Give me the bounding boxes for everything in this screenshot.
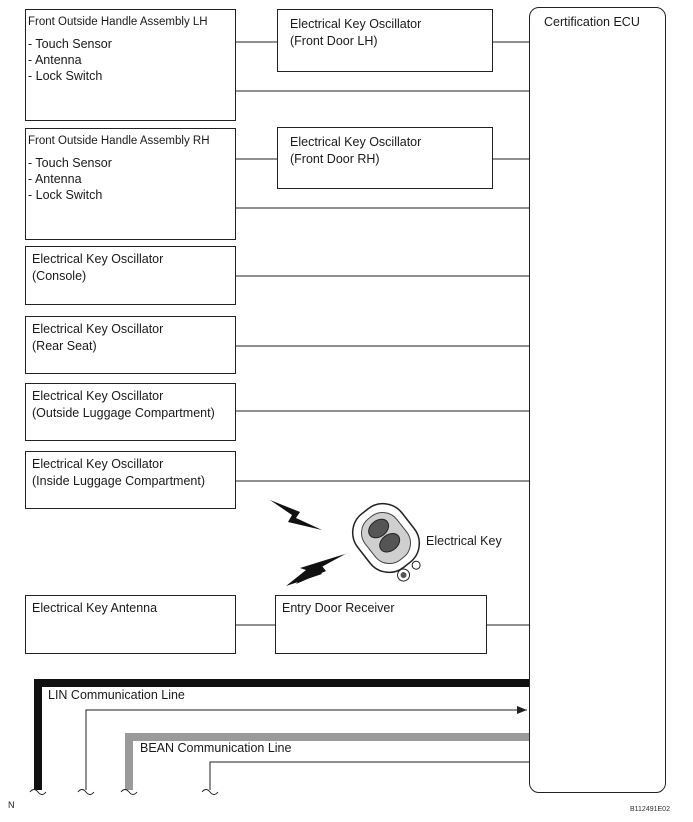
entry-door-receiver-label: Entry Door Receiver bbox=[282, 601, 395, 615]
handle-lh-item: - Lock Switch bbox=[28, 68, 112, 84]
bean-line-label: BEAN Communication Line bbox=[140, 741, 292, 755]
oscillator-outlug-line2: (Outside Luggage Compartment) bbox=[32, 406, 215, 420]
handle-assembly-rh-box bbox=[25, 128, 236, 240]
oscillator-inside-luggage-box bbox=[25, 451, 236, 509]
break-mark bbox=[30, 790, 46, 795]
electrical-key-label: Electrical Key bbox=[426, 534, 502, 548]
handle-assembly-lh-box bbox=[25, 9, 236, 121]
oscillator-rear-line1: Electrical Key Oscillator bbox=[32, 322, 164, 336]
corner-mark-left: N bbox=[8, 800, 15, 810]
handle-rh-item: - Touch Sensor bbox=[28, 155, 112, 171]
handle-lh-item: - Touch Sensor bbox=[28, 36, 112, 52]
entry-door-receiver-box bbox=[275, 595, 487, 654]
handle-rh-item: - Lock Switch bbox=[28, 187, 112, 203]
signal-bolt-icon bbox=[270, 500, 322, 530]
signal-bolt-icon bbox=[286, 554, 345, 586]
break-mark bbox=[121, 790, 137, 795]
oscillator-front-rh-line1: Electrical Key Oscillator bbox=[290, 135, 422, 149]
handle-assembly-lh-items bbox=[28, 36, 112, 84]
certification-ecu-label: Certification ECU bbox=[544, 15, 640, 29]
handle-rh-item: - Antenna bbox=[28, 171, 112, 187]
oscillator-rear-seat-box bbox=[25, 316, 236, 374]
oscillator-console-line1: Electrical Key Oscillator bbox=[32, 252, 164, 266]
oscillator-console-box bbox=[25, 246, 236, 305]
handle-assembly-rh-items bbox=[28, 155, 112, 203]
wire-bean-signal bbox=[210, 762, 529, 790]
electrical-key-icon bbox=[343, 494, 436, 592]
oscillator-inlug-line1: Electrical Key Oscillator bbox=[32, 457, 164, 471]
oscillator-inlug-line2: (Inside Luggage Compartment) bbox=[32, 474, 206, 488]
oscillator-front-lh-box bbox=[277, 9, 493, 72]
key-antenna-box bbox=[25, 595, 236, 654]
handle-lh-item: - Antenna bbox=[28, 52, 112, 68]
break-mark bbox=[78, 790, 94, 795]
oscillator-outside-luggage-box bbox=[25, 383, 236, 441]
oscillator-rear-line2: (Rear Seat) bbox=[32, 339, 97, 353]
handle-assembly-rh-title: Front Outside Handle Assembly RH bbox=[28, 135, 210, 147]
key-antenna-label: Electrical Key Antenna bbox=[32, 601, 158, 615]
lin-line-label: LIN Communication Line bbox=[48, 688, 185, 702]
oscillator-outlug-line1: Electrical Key Oscillator bbox=[32, 389, 164, 403]
handle-assembly-lh-title: Front Outside Handle Assembly LH bbox=[28, 16, 208, 28]
oscillator-console-line2: (Console) bbox=[32, 269, 87, 283]
oscillator-front-rh-box bbox=[277, 127, 493, 189]
oscillator-front-rh-line2: (Front Door RH) bbox=[290, 152, 380, 166]
certification-ecu-box bbox=[529, 7, 666, 793]
oscillator-front-lh-line1: Electrical Key Oscillator bbox=[290, 17, 422, 31]
break-mark bbox=[202, 790, 218, 795]
figure-id: B112491E02 bbox=[630, 806, 670, 813]
oscillator-front-lh-line2: (Front Door LH) bbox=[290, 34, 378, 48]
